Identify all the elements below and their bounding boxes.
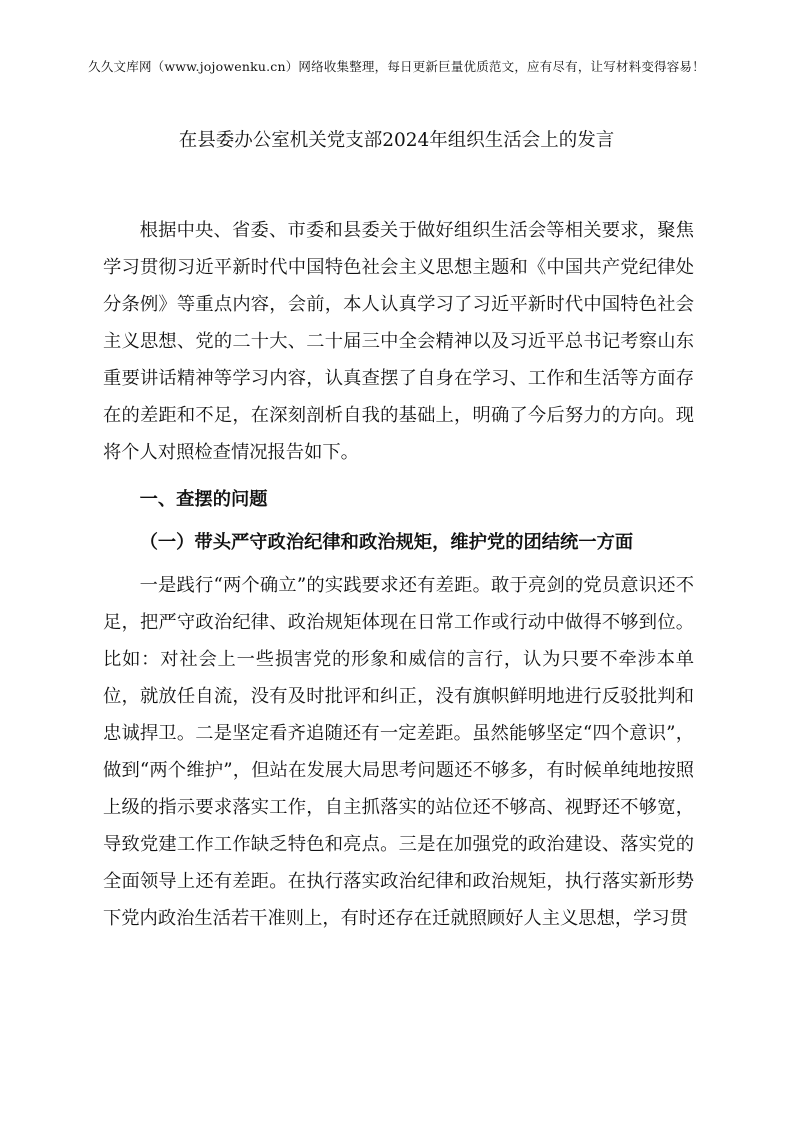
subsection-heading: （一）带头严守政治纪律和政治规矩，维护党的团结统一方面 [139,532,634,553]
document-body [103,212,694,937]
subsection-paragraph: 一是践行“两个确立”的实践要求还有差距。敢于亮剑的党员意识还不足，把严守政治纪律、政治规矩体现在日常工作或行动中做得不够到位。比如：对社会上一些损害党的形象和威信的言行，认为只要不牵涉本单位，就放任自流，没有及时批评和纠正，没有旗帜鲜明地进行反驳批判和忠诚捍卫。二是坚定看齐追随还有一定差距。虽然能够坚定“四个意识”，做到“两个维护”，但站在发展大局思考问题还不够多，有时候单纯地按照上级的指示要求落实工作，自主抓落实的站位还不够高、视野还不够宽，导致党建工作工作缺乏特色和亮点。三是在加强党的政治建设、落实党的全面领导上还有差距。在执行落实政治纪律和政治规矩，执行落实新形势下党内政治生活若干准则上，有时还存在迁就照顾好人主义思想，学习贯 [103,575,694,929]
spacer [103,471,694,481]
intro-paragraph: 根据中央、省委、市委和县委关于做好组织生活会等相关要求，聚焦学习贯彻习近平新时代中国特色社会主义思想主题和《中国共产党纪律处分条例》等重点内容，会前，本人认真学习了习近平新时代中国特色社会主义思想、党的二十大、二十届三中全会精神以及习近平总书记考察山东重要讲话精神等学习内容，认真查摆了自身在学习、工作和生活等方面存在的差距和不足，在深刻剖析自我的基础上，明确了今后努力的方向。现将个人对照检查情况报告如下。 [103,220,694,463]
header-note: 久久文库网（www.jojowenku.cn）网络收集整理，每日更新巨量优质范文，应有尽有，让写材料变得容易！ [88,59,705,74]
document-title: 在县委办公室机关党支部2024年组织生活会上的发言 [178,130,615,151]
section-heading: 一、查摆的问题 [139,489,268,510]
